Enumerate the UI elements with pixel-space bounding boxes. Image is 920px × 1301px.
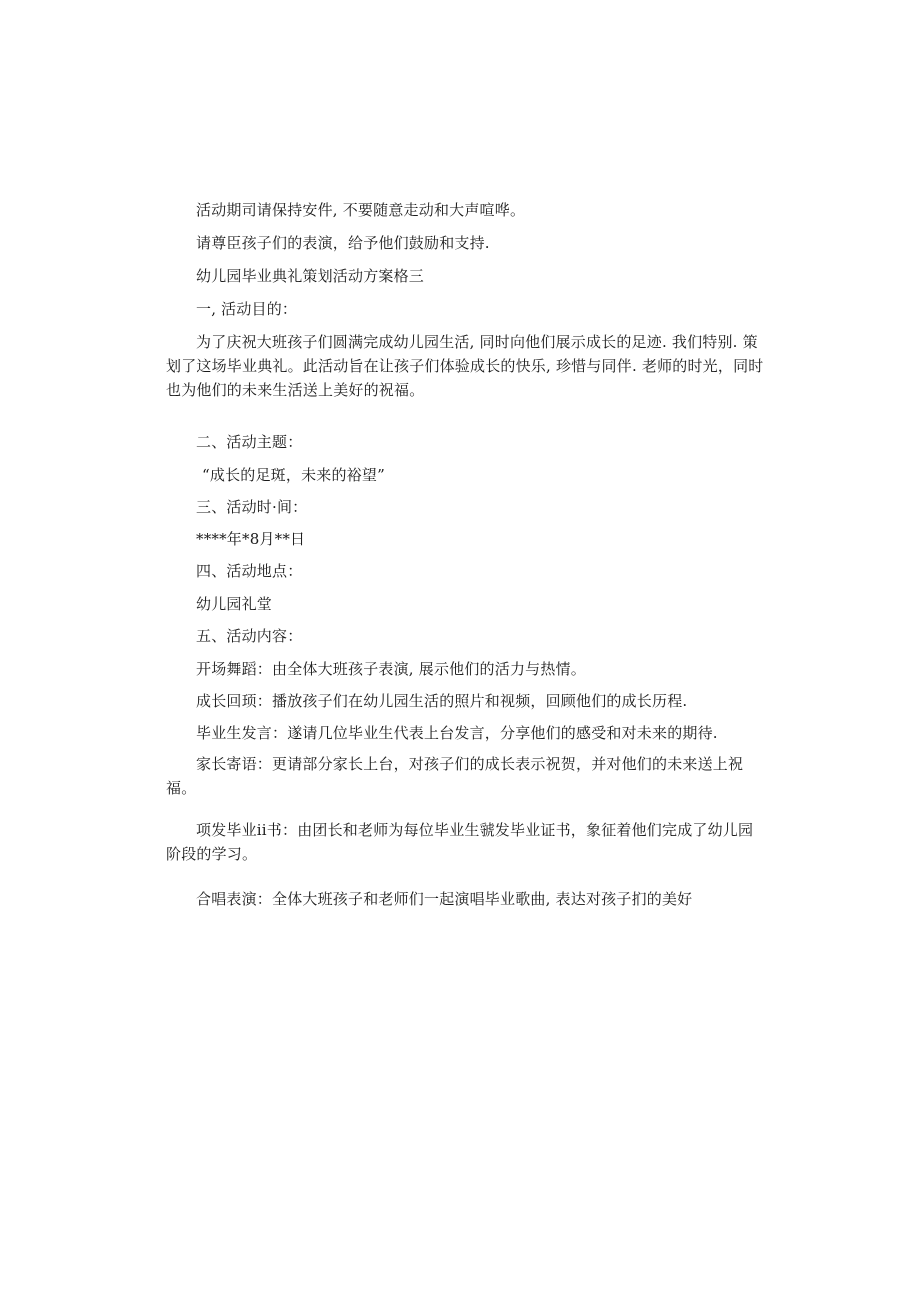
heading-time: 三、活动时·间： <box>196 498 308 516</box>
heading-content: 五、活动内容： <box>196 627 303 645</box>
heading-purpose: 一, 活动目的： <box>196 300 298 318</box>
heading-theme: 二、活动主题： <box>196 433 303 451</box>
text-line-safety: 活动期司请保持安件, 不要随意走动和大声喧哗。 <box>196 201 526 219</box>
item-certificate: 项发毕业ii书：由团长和老师为每位毕业生虢发毕业证书，象征着他们完成了幼儿园阶段的学习。 <box>166 821 754 863</box>
text-location: 幼儿园礼堂 <box>196 595 273 613</box>
text-theme: “成长的足斑，未来的裕望” <box>202 466 385 484</box>
item-growth-review: 成长回顼：播放孩子们在幼儿园生活的照片和视频，回顾他们的成长历程. <box>196 692 688 710</box>
item-opening-dance: 开场舞蹈：由全体大班孩子表演, 展示他们的活力与热情。 <box>196 660 586 678</box>
heading-location: 四、活动地点： <box>196 562 303 580</box>
item-graduate-speech: 毕业生发言：遂请几位毕业生代表上台发言，分享他们的感受和对未来的期待. <box>196 724 718 742</box>
item-chorus: 合唱表演：全体大班孩子和老师们一起演唱毕业歌曲, 表达对孩子扪的美好 <box>196 890 693 908</box>
paragraph-purpose: 为了庆祝大班孩子们圆满完成幼儿园生活, 同时向他们展示成长的足迹. 我们特别. 策划了这场毕业典礼。此活动旨在让孩子们体验成长的快乐, 珍惜与同伴. 老师的时光，同时也为他们的未来生活送上美好的祝福。 <box>166 333 764 399</box>
section-title: 幼儿园毕业典礼策划活动方案格三 <box>196 267 425 285</box>
item-parent-message: 家长寄语：更请部分家长上台，对孩子们的成长表示祝贺，并对他们的未来送上祝福。 <box>166 755 744 797</box>
text-date: ****年*8月**日 <box>196 530 306 548</box>
text-line-respect: 请尊臣孩子们的表演，给予他们鼓励和支持. <box>196 234 490 252</box>
